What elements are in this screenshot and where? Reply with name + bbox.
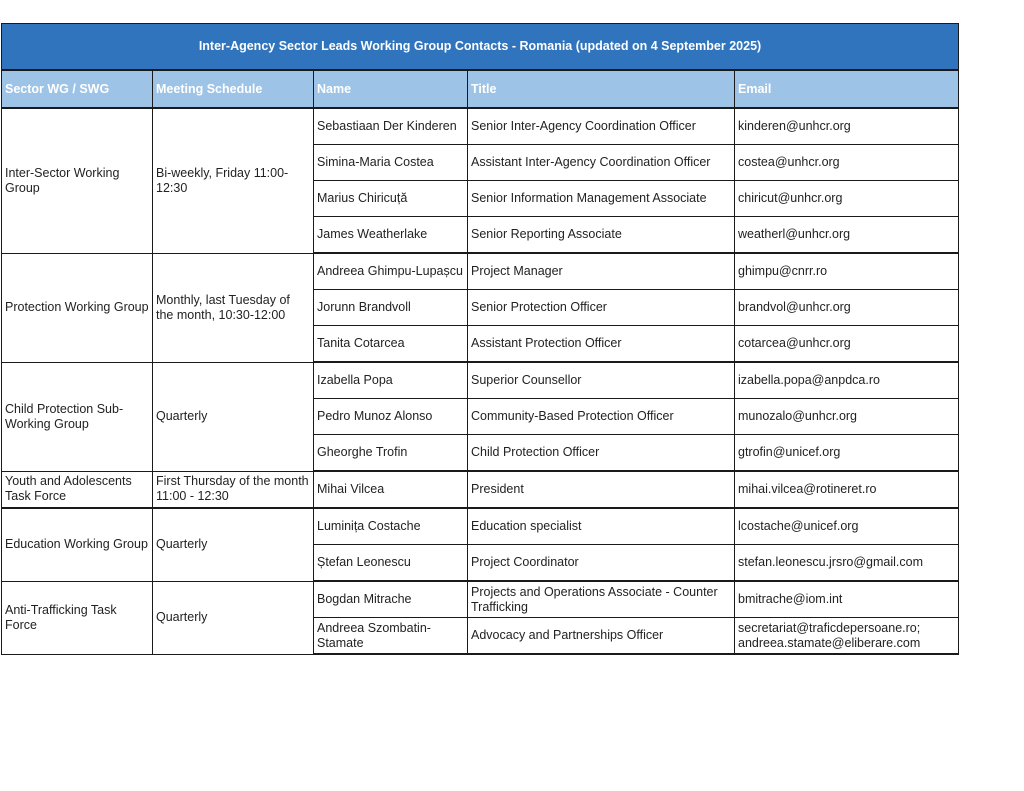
title-cell: Assistant Protection Officer <box>468 326 735 363</box>
title-cell: Senior Inter-Agency Coordination Officer <box>468 108 735 145</box>
email-cell: lcostache@unicef.org <box>735 508 959 545</box>
table-row <box>2 362 959 399</box>
table-row <box>2 471 959 508</box>
email-cell: munozalo@unhcr.org <box>735 399 959 435</box>
title-cell: Senior Protection Officer <box>468 290 735 326</box>
email-cell: bmitrache@iom.int <box>735 581 959 618</box>
title-cell: Senior Reporting Associate <box>468 217 735 254</box>
table-row <box>2 581 959 618</box>
header-sector: Sector WG / SWG <box>2 70 153 108</box>
name-cell: Ștefan Leonescu <box>314 545 468 582</box>
email-cell: mihai.vilcea@rotineret.ro <box>735 471 959 508</box>
table-row <box>2 253 959 290</box>
email-cell: ghimpu@cnrr.ro <box>735 253 959 290</box>
title-cell: Project Manager <box>468 253 735 290</box>
title-cell: Superior Counsellor <box>468 362 735 399</box>
title-cell: Projects and Operations Associate - Counter Trafficking <box>468 581 735 618</box>
sector-cell: Anti-Trafficking Task Force <box>2 581 153 654</box>
header-email: Email <box>735 70 959 108</box>
email-cell: chiricut@unhcr.org <box>735 181 959 217</box>
email-cell: stefan.leonescu.jrsro@gmail.com <box>735 545 959 582</box>
title-cell: Advocacy and Partnerships Officer <box>468 618 735 655</box>
email-cell: gtrofin@unicef.org <box>735 435 959 472</box>
title-cell: Education specialist <box>468 508 735 545</box>
email-cell: secretariat@traficdepersoane.ro; andreea.stamate@eliberare.com <box>735 618 959 655</box>
header-schedule: Meeting Schedule <box>153 70 314 108</box>
name-cell: Gheorghe Trofin <box>314 435 468 472</box>
header-name: Name <box>314 70 468 108</box>
schedule-cell: Monthly, last Tuesday of the month, 10:30-12:00 <box>153 253 314 362</box>
name-cell: Luminița Costache <box>314 508 468 545</box>
header-row <box>2 70 959 108</box>
schedule-cell: Quarterly <box>153 508 314 581</box>
schedule-cell: Quarterly <box>153 581 314 654</box>
title-cell: Assistant Inter-Agency Coordination Officer <box>468 145 735 181</box>
email-cell: cotarcea@unhcr.org <box>735 326 959 363</box>
table-title: Inter-Agency Sector Leads Working Group Contacts - Romania (updated on 4 September 2025) <box>2 24 959 71</box>
name-cell: Jorunn Brandvoll <box>314 290 468 326</box>
email-cell: costea@unhcr.org <box>735 145 959 181</box>
title-row <box>2 24 959 71</box>
name-cell: Marius Chiricuță <box>314 181 468 217</box>
title-cell: Senior Information Management Associate <box>468 181 735 217</box>
sector-cell: Education Working Group <box>2 508 153 581</box>
title-cell: Project Coordinator <box>468 545 735 582</box>
email-cell: brandvol@unhcr.org <box>735 290 959 326</box>
schedule-cell: First Thursday of the month 11:00 - 12:30 <box>153 471 314 508</box>
name-cell: Simina-Maria Costea <box>314 145 468 181</box>
header-title: Title <box>468 70 735 108</box>
sector-cell: Youth and Adolescents Task Force <box>2 471 153 508</box>
table-row <box>2 108 959 145</box>
email-cell: weatherl@unhcr.org <box>735 217 959 254</box>
title-cell: President <box>468 471 735 508</box>
name-cell: Tanita Cotarcea <box>314 326 468 363</box>
contacts-table <box>1 23 959 655</box>
table-body <box>2 108 959 654</box>
name-cell: Mihai Vilcea <box>314 471 468 508</box>
name-cell: Sebastiaan Der Kinderen <box>314 108 468 145</box>
name-cell: Bogdan Mitrache <box>314 581 468 618</box>
email-cell: izabella.popa@anpdca.ro <box>735 362 959 399</box>
schedule-cell: Quarterly <box>153 362 314 471</box>
title-cell: Community-Based Protection Officer <box>468 399 735 435</box>
sector-cell: Child Protection Sub-Working Group <box>2 362 153 471</box>
schedule-cell: Bi-weekly, Friday 11:00-12:30 <box>153 108 314 253</box>
email-cell: kinderen@unhcr.org <box>735 108 959 145</box>
name-cell: Andreea Szombatin-Stamate <box>314 618 468 655</box>
table-row <box>2 508 959 545</box>
sector-cell: Inter-Sector Working Group <box>2 108 153 253</box>
title-cell: Child Protection Officer <box>468 435 735 472</box>
name-cell: Andreea Ghimpu-Lupașcu <box>314 253 468 290</box>
sector-cell: Protection Working Group <box>2 253 153 362</box>
name-cell: Pedro Munoz Alonso <box>314 399 468 435</box>
name-cell: Izabella Popa <box>314 362 468 399</box>
name-cell: James Weatherlake <box>314 217 468 254</box>
